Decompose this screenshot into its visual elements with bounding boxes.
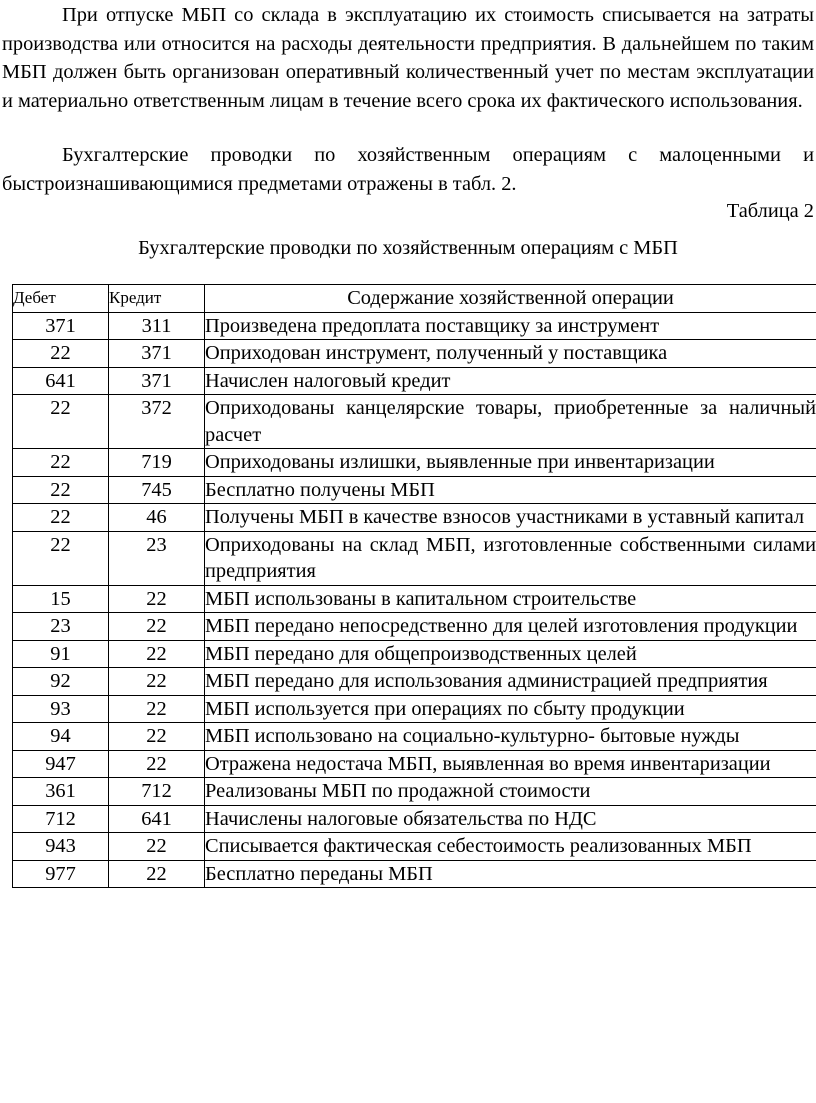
cell-debit: 22	[13, 340, 109, 368]
cell-debit: 91	[13, 640, 109, 668]
cell-description: Начислены налоговые обязательства по НДС	[205, 805, 816, 833]
cell-description: МБП используется при операциях по сбыту продукции	[205, 695, 816, 723]
table-row	[13, 750, 816, 778]
cell-description: Оприходованы излишки, выявленные при инвентаризации	[205, 449, 816, 477]
header-debit: Дебет	[13, 285, 109, 313]
cell-description: Отражена недостача МБП, выявленная во время инвентаризации	[205, 750, 816, 778]
table-header-row	[13, 285, 816, 313]
table-row	[13, 340, 816, 368]
cell-credit: 311	[109, 312, 205, 340]
table-row	[13, 613, 816, 641]
header-credit: Кредит	[109, 285, 205, 313]
cell-debit: 22	[13, 476, 109, 504]
table-row	[13, 312, 816, 340]
cell-credit: 22	[109, 860, 205, 888]
cell-debit: 93	[13, 695, 109, 723]
cell-credit: 22	[109, 833, 205, 861]
table-row	[13, 476, 816, 504]
cell-credit: 46	[109, 504, 205, 532]
cell-description: Бесплатно получены МБП	[205, 476, 816, 504]
table-row	[13, 367, 816, 395]
cell-debit: 712	[13, 805, 109, 833]
table-row	[13, 860, 816, 888]
cell-credit: 22	[109, 585, 205, 613]
cell-description: МБП передано непосредственно для целей изготовления продукции	[205, 613, 816, 641]
cell-credit: 641	[109, 805, 205, 833]
cell-debit: 943	[13, 833, 109, 861]
cell-description: Произведена предоплата поставщику за инструмент	[205, 312, 816, 340]
cell-credit: 371	[109, 340, 205, 368]
cell-debit: 977	[13, 860, 109, 888]
cell-debit: 22	[13, 531, 109, 585]
cell-description: МБП использованы в капитальном строительстве	[205, 585, 816, 613]
cell-description: Оприходован инструмент, полученный у поставщика	[205, 340, 816, 368]
cell-debit: 22	[13, 504, 109, 532]
cell-credit: 22	[109, 640, 205, 668]
header-description: Содержание хозяйственной операции	[205, 285, 816, 313]
cell-debit: 92	[13, 668, 109, 696]
cell-credit: 719	[109, 449, 205, 477]
cell-description: Оприходованы канцелярские товары, приобретенные за наличный расчет	[205, 395, 816, 449]
table-row	[13, 395, 816, 449]
cell-credit: 22	[109, 723, 205, 751]
table-row	[13, 805, 816, 833]
cell-credit: 23	[109, 531, 205, 585]
table-row	[13, 778, 816, 806]
table-row	[13, 723, 816, 751]
table-row	[13, 668, 816, 696]
cell-credit: 22	[109, 750, 205, 778]
table-row	[13, 833, 816, 861]
cell-credit: 22	[109, 695, 205, 723]
table-row	[13, 531, 816, 585]
cell-debit: 22	[13, 395, 109, 449]
table-title: Бухгалтерские проводки по хозяйственным операциям с МБП	[138, 237, 678, 259]
cell-credit: 22	[109, 668, 205, 696]
cell-debit: 371	[13, 312, 109, 340]
cell-debit: 641	[13, 367, 109, 395]
cell-credit: 712	[109, 778, 205, 806]
cell-description: Оприходованы на склад МБП, изготовленные собственными силами предприятия	[205, 531, 816, 585]
table-row	[13, 585, 816, 613]
cell-debit: 94	[13, 723, 109, 751]
cell-debit: 947	[13, 750, 109, 778]
table-row	[13, 695, 816, 723]
cell-credit: 745	[109, 476, 205, 504]
table-row	[13, 449, 816, 477]
cell-description: Списывается фактическая себестоимость реализованных МБП	[205, 833, 816, 861]
cell-description: МБП передано для использования администрацией предприятия	[205, 668, 816, 696]
cell-description: МБП передано для общепроизводственных целей	[205, 640, 816, 668]
table-row	[13, 640, 816, 668]
cell-credit: 372	[109, 395, 205, 449]
cell-description: Реализованы МБП по продажной стоимости	[205, 778, 816, 806]
cell-description: МБП использовано на социально-культурно- бытовые нужды	[205, 723, 816, 751]
cell-credit: 371	[109, 367, 205, 395]
table-row	[13, 504, 816, 532]
cell-debit: 361	[13, 778, 109, 806]
cell-description: Начислен налоговый кредит	[205, 367, 816, 395]
cell-credit: 22	[109, 613, 205, 641]
paragraph-table-reference: Бухгалтерские проводки по хозяйственным операциям с малоценными и быстроизнашивающимися предметами отражены в табл. 2.	[2, 144, 814, 195]
cell-description: Бесплатно переданы МБП	[205, 860, 816, 888]
cell-debit: 22	[13, 449, 109, 477]
cell-debit: 23	[13, 613, 109, 641]
cell-description: Получены МБП в качестве взносов участниками в уставный капитал	[205, 504, 816, 532]
table-number-label: Таблица 2	[726, 200, 814, 222]
paragraph-intro: При отпуске МБП со склада в эксплуатацию их стоимость списывается на затраты производства или относится на расходы деятельности предприятия. В дальнейшем по таким МБП должен быть организован оперативный количественный учет по местам эксплуатации и материально ответственным лицам в течение всего срока их фактического использования.	[2, 4, 814, 112]
cell-debit: 15	[13, 585, 109, 613]
accounting-entries-table	[12, 284, 816, 888]
